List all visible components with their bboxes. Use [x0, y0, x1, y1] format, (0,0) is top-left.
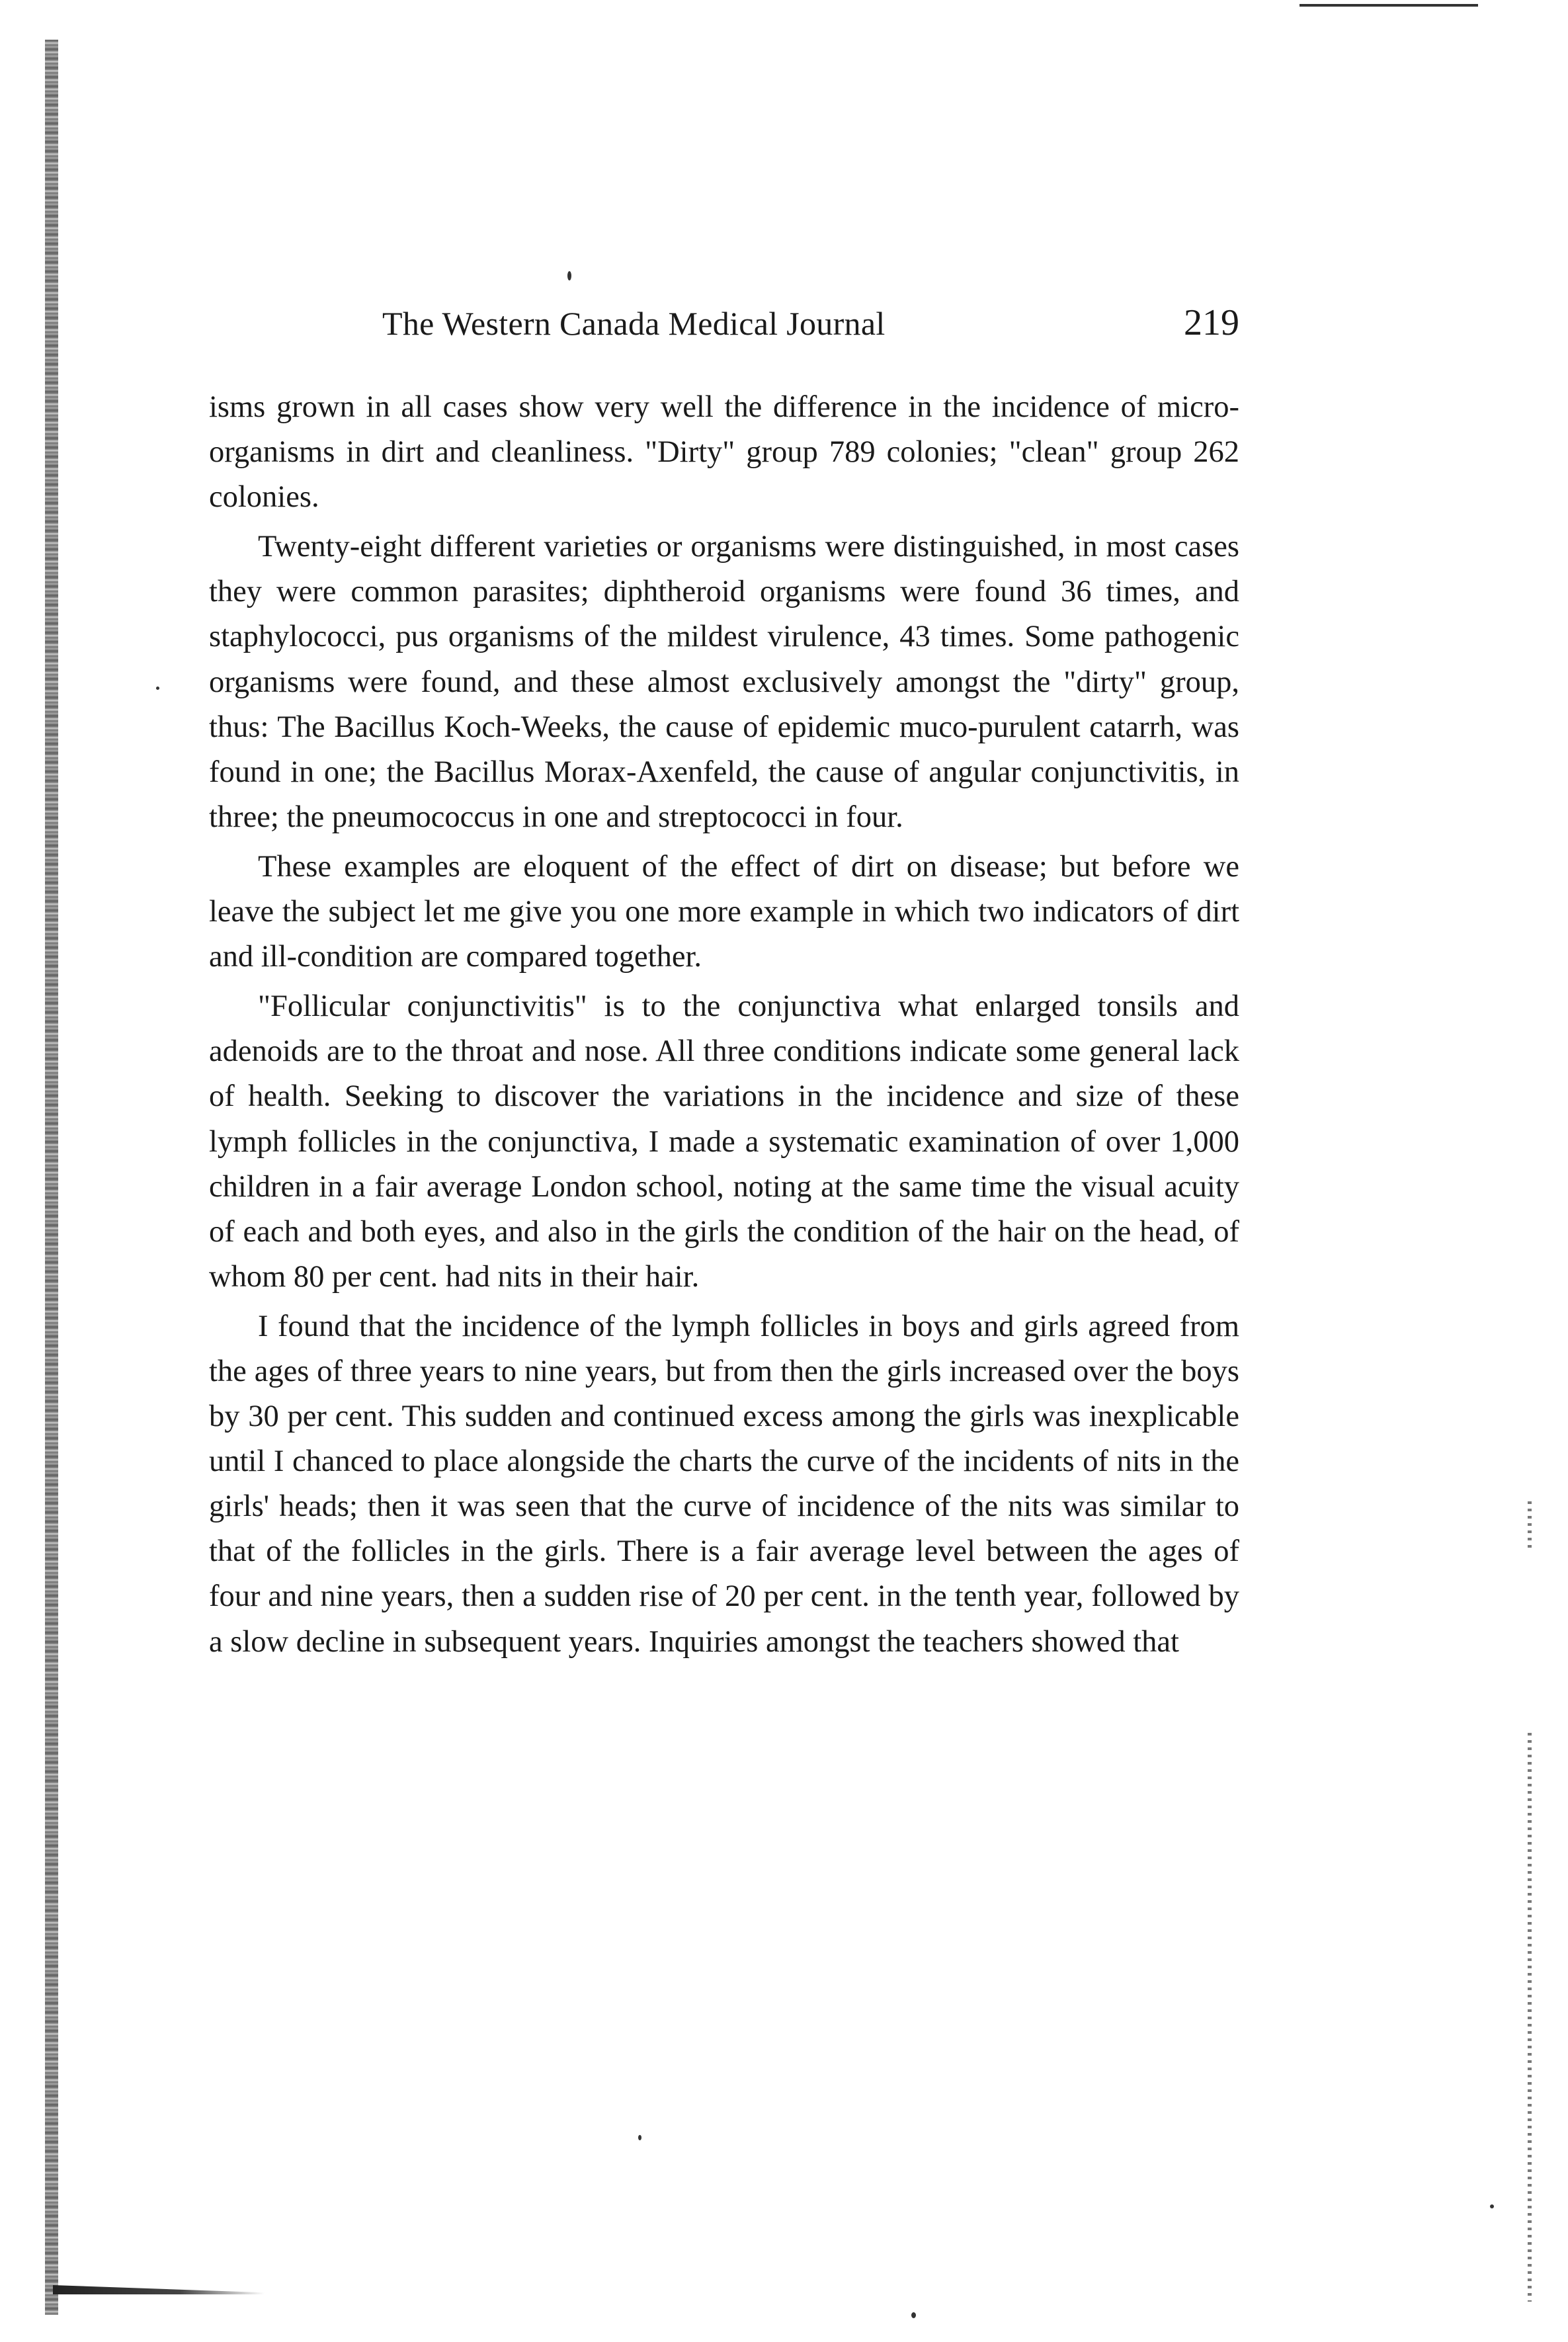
journal-title: The Western Canada Medical Journal [382, 305, 886, 342]
paragraph: Twenty-eight different varieties or organisms were distinguished, in most cases they were common parasites; diphtheroid organisms were found 36 times, and staphylococci, pus organisms of the mildest virulence, 43 times. Some pathogenic organisms were found, and these almost exclusively amongst the "dirty" group, thus: The Bacillus Koch-Weeks, the cause of epidemic muco-purulent catarrh, was found in one; the Bacillus Morax-Axenfeld, the cause of angular conjunctivitis, in three; the pneumococcus in one and streptococci in four. [209, 530, 1239, 834]
scan-binding-edge [45, 40, 58, 2315]
paragraph: isms grown in all cases show very well the difference in the incidence of micro-organisms in dirt and cleanliness. "Dirty" group 789 colonies; "clean" group 262 colonies. [209, 390, 1239, 515]
scan-speck [638, 2135, 641, 2140]
page-header [382, 299, 1239, 352]
scan-right-speckle [1528, 1501, 1532, 1548]
page-number: 219 [1184, 302, 1239, 343]
paragraph: These examples are eloquent of the effect of dirt on disease; but before we leave the subject let me give you one more example in which two indicators of dirt and ill-condition are compared together. [209, 849, 1239, 974]
scan-speck [567, 271, 571, 280]
scan-top-rule [1300, 4, 1478, 7]
scan-speck [911, 2312, 916, 2318]
scan-speck [156, 687, 159, 690]
paragraph: "Follicular conjunctivitis" is to the conjunctiva what enlarged tonsils and adenoids are to the throat and nose. All three conditions indicate some general lack of health. Seeking to discover the variations in the incidence and size of these lymph follicles in the conjunctiva, I made a systematic examination of over 1,000 children in a fair average London school, noting at the same time the visual acuity of each and both eyes, and also in the girls the condition of the hair on the head, of whom 80 per cent. had nits in their hair. [209, 989, 1239, 1294]
article-body [209, 385, 1239, 1665]
scan-right-speckle [1528, 1733, 1532, 2302]
scan-speck [1490, 2204, 1494, 2208]
paragraph: I found that the incidence of the lymph follicles in boys and girls agreed from the ages of three years to nine years, but from then the girls increased over the boys by 30 per cent. This sudden and continued excess among the girls was inexplicable until I chanced to place alongside the charts the curve of the incidents of nits in the girls' heads; then it was seen that the curve of incidence of the nits was similar to that of the follicles in the girls. There is a fair average level between the ages of four and nine years, then a sudden rise of 20 per cent. in the tenth year, followed by a slow decline in subsequent years. Inquiries amongst the teachers showed that [209, 1309, 1239, 1659]
scan-binding-shadow [53, 2285, 265, 2294]
